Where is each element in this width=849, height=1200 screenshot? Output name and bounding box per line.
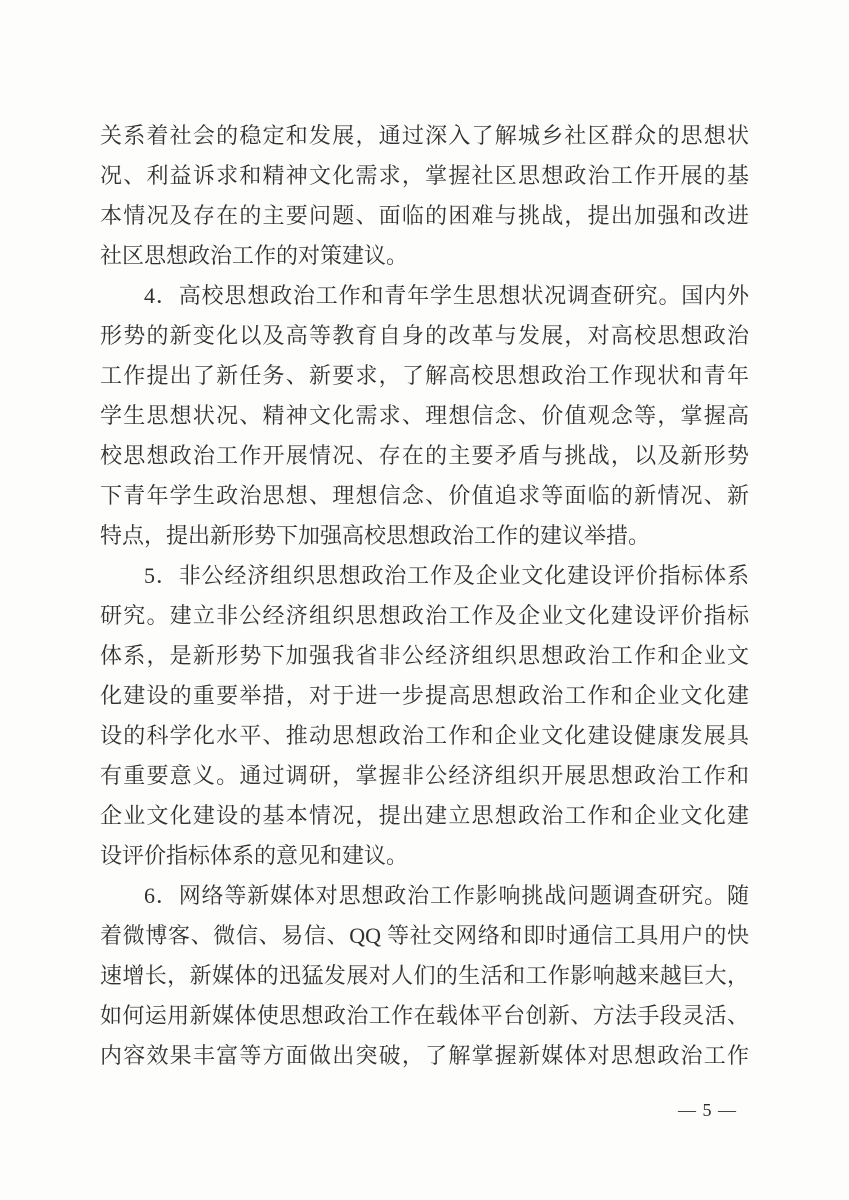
text-line: 内容效果丰富等方面做出突破，了解掌握新媒体对思想政治工作 — [100, 1043, 749, 1068]
text-line: 形势的新变化以及高等教育自身的改革与发展，对高校思想政治 — [100, 323, 749, 348]
document-text — [100, 116, 749, 1076]
text-line: 化建设的重要举措，对于进一步提高思想政治工作和企业文化建 — [100, 683, 749, 708]
text-line: 着微博客、微信、易信、QQ 等社交网络和即时通信工具用户的快 — [100, 923, 749, 948]
page-number: — 5 — — [678, 1100, 737, 1120]
paragraph-item-4 — [100, 276, 749, 556]
text-line: 5．非公经济组织思想政治工作及企业文化建设评价指标体系 — [144, 563, 749, 588]
text-line: 关系着社会的稳定和发展，通过深入了解城乡社区群众的思想状 — [100, 123, 749, 148]
text-line: 下青年学生政治思想、理想信念、价值追求等面临的新情况、新 — [100, 483, 749, 508]
text-line: 体系，是新形势下加强我省非公经济组织思想政治工作和企业文 — [100, 643, 749, 668]
text-line: 速增长，新媒体的迅猛发展对人们的生活和工作影响越来越巨大， — [100, 963, 749, 988]
text-line: 设的科学化水平、推动思想政治工作和企业文化建设健康发展具 — [100, 723, 749, 748]
text-line: 况、利益诉求和精神文化需求，掌握社区思想政治工作开展的基 — [100, 163, 749, 188]
text-line: 学生思想状况、精神文化需求、理想信念、价值观念等，掌握高 — [100, 403, 749, 428]
text-line: 本情况及存在的主要问题、面临的困难与挑战，提出加强和改进 — [100, 203, 749, 228]
text-line: 校思想政治工作开展情况、存在的主要矛盾与挑战，以及新形势 — [100, 443, 749, 468]
text-line: 6．网络等新媒体对思想政治工作影响挑战问题调查研究。随 — [144, 883, 749, 908]
text-line: 工作提出了新任务、新要求，了解高校思想政治工作现状和青年 — [100, 363, 749, 388]
text-line: 设评价指标体系的意见和建议。 — [100, 843, 409, 868]
paragraph-item-6 — [100, 876, 749, 1076]
text-line: 4．高校思想政治工作和青年学生思想状况调查研究。国内外 — [144, 283, 749, 308]
text-line: 特点，提出新形势下加强高校思想政治工作的建议举措。 — [100, 523, 651, 548]
text-line: 如何运用新媒体使思想政治工作在载体平台创新、方法手段灵活、 — [100, 1003, 749, 1028]
text-line: 企业文化建设的基本情况，提出建立思想政治工作和企业文化建 — [100, 803, 749, 828]
text-line: 研究。建立非公经济组织思想政治工作及企业文化建设评价指标 — [100, 603, 749, 628]
text-line: 有重要意义。通过调研，掌握非公经济组织开展思想政治工作和 — [100, 763, 749, 788]
paragraph-item-5 — [100, 556, 749, 876]
text-line: 社区思想政治工作的对策建议。 — [100, 243, 409, 268]
paragraph-continuation — [100, 116, 749, 276]
